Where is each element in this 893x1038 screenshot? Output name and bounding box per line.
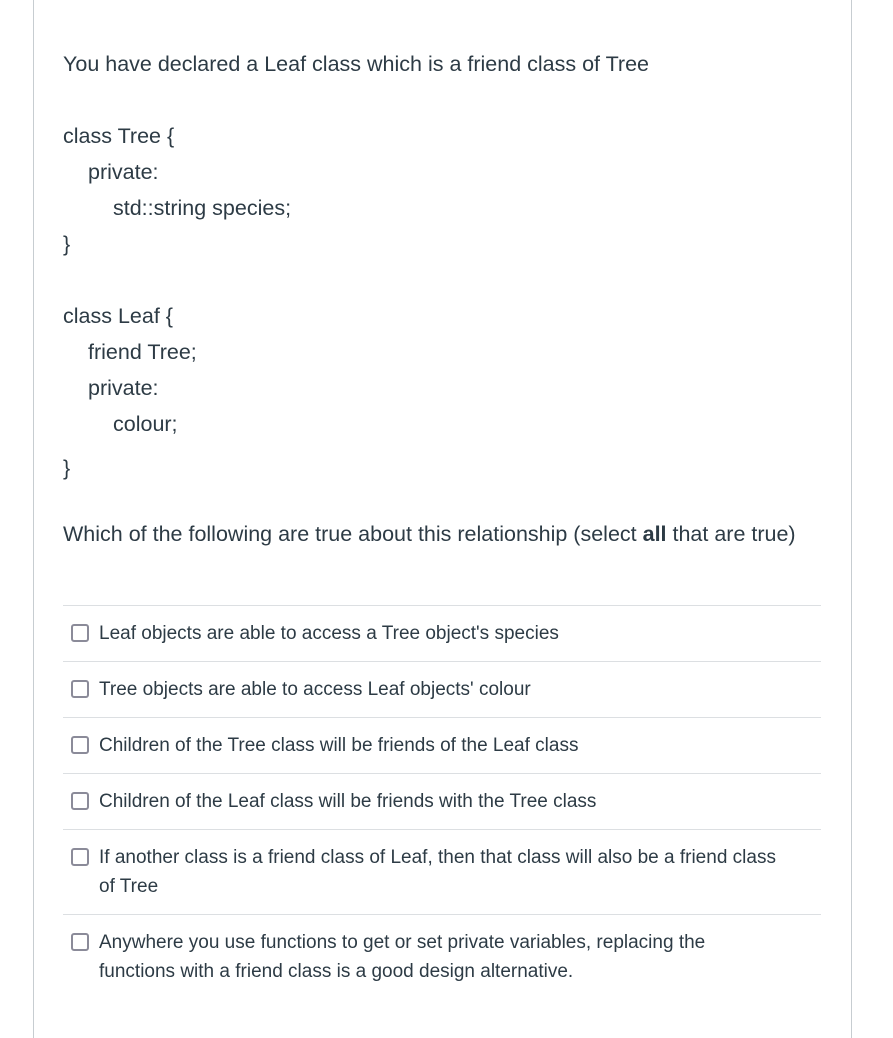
- question-prompt: [63, 516, 803, 552]
- question-intro: You have declared a Leaf class which is a friend class of Tree: [63, 52, 650, 76]
- code-line: private:: [88, 160, 159, 184]
- answer-option[interactable]: [63, 773, 821, 829]
- answer-label[interactable]: Anywhere you use functions to get or set private variables, replacing the functions with a friend class is a good design alternative.: [99, 932, 706, 982]
- prompt-emphasis: all: [642, 522, 667, 546]
- checkbox[interactable]: [71, 624, 89, 642]
- code-line: friend Tree;: [88, 340, 197, 364]
- question-text: [63, 46, 803, 552]
- answer-option[interactable]: [63, 914, 821, 999]
- prompt-text: Which of the following are true about this relationship (select: [63, 522, 643, 546]
- code-line: }: [63, 232, 71, 256]
- code-line: class Tree {: [63, 124, 175, 148]
- checkbox[interactable]: [71, 848, 89, 866]
- answer-label[interactable]: Children of the Tree class will be friends of the Leaf class: [99, 735, 579, 756]
- code-line: std::string species;: [113, 196, 292, 220]
- checkbox[interactable]: [71, 680, 89, 698]
- code-line: colour;: [113, 412, 178, 436]
- answer-option[interactable]: [63, 717, 821, 773]
- answer-option[interactable]: [63, 661, 821, 717]
- answer-option[interactable]: [63, 605, 821, 661]
- code-line: private:: [88, 376, 159, 400]
- prompt-text: that are true): [666, 522, 796, 546]
- checkbox[interactable]: [71, 933, 89, 951]
- answer-label[interactable]: Tree objects are able to access Leaf objects' colour: [99, 679, 531, 700]
- checkbox[interactable]: [71, 736, 89, 754]
- checkbox[interactable]: [71, 792, 89, 810]
- answer-label[interactable]: If another class is a friend class of Leaf, then that class will also be a friend class of Tree: [99, 847, 776, 897]
- answer-list: [63, 605, 821, 999]
- code-line: }: [63, 456, 71, 480]
- answer-label[interactable]: Leaf objects are able to access a Tree object's species: [99, 623, 559, 644]
- code-line: class Leaf {: [63, 304, 173, 328]
- answer-option[interactable]: [63, 829, 821, 914]
- answer-label[interactable]: Children of the Leaf class will be friends with the Tree class: [99, 791, 597, 812]
